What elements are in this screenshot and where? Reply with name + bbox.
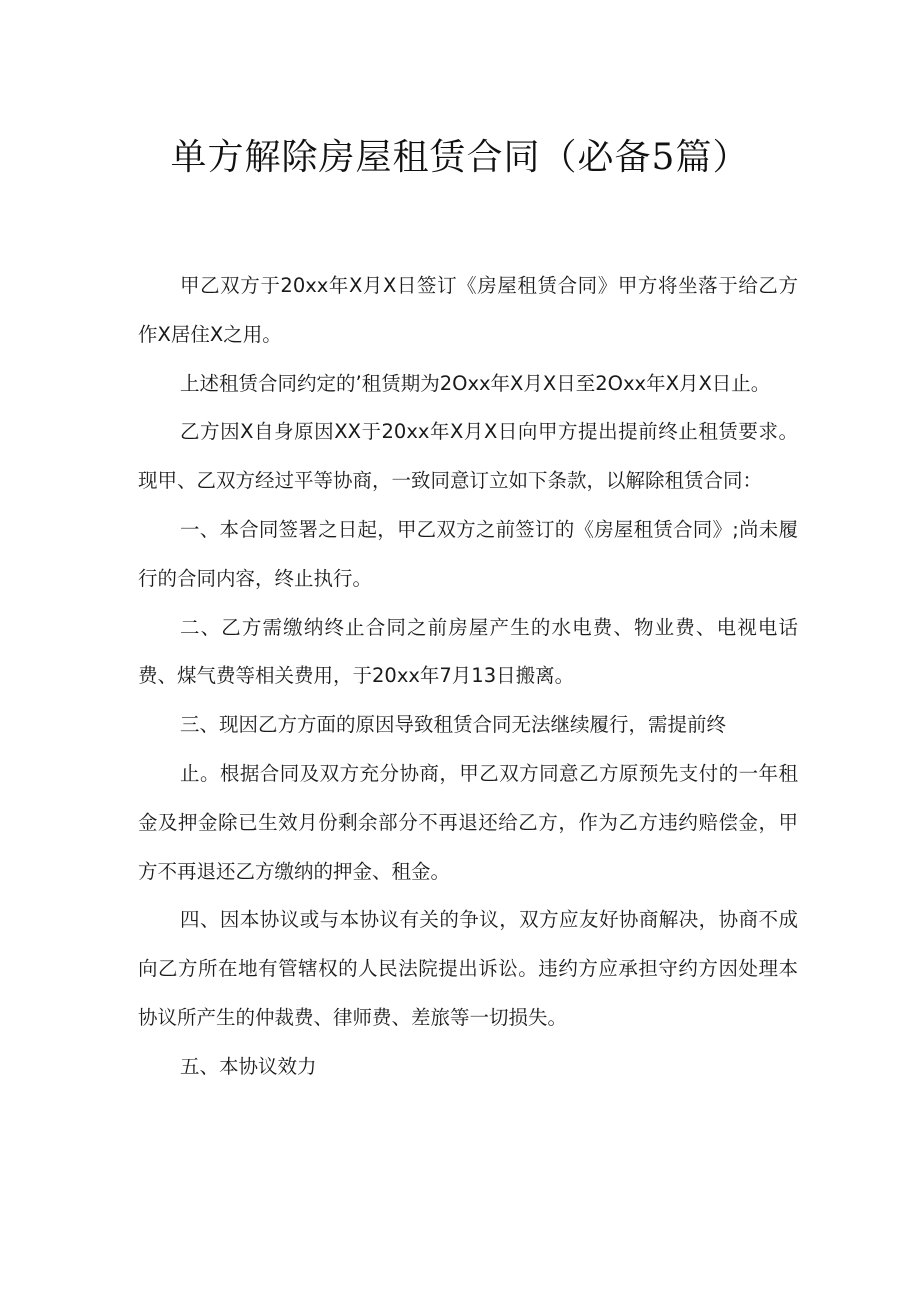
paragraph-lease-term: 上述租赁合同约定的’租赁期为2Oxx年X月X日至2Oxx年X月X日止。 <box>180 371 771 395</box>
paragraph-termination-request: 乙方因X自身原因XX于20xx年X月X日向甲方提出提前终止租赁要求。现甲、乙双方经过平等协商，一致同意订立如下条款，以解除租赁合同： <box>138 420 798 493</box>
clause-3: 三、现因乙方方面的原因导致租赁合同无法继续履行，需提前终 <box>180 713 727 737</box>
clause-2: 二、乙方需缴纳终止合同之前房屋产生的水电费、物业费、电视电话费、煤气费等相关费用，于20xx年7月13日搬离。 <box>138 615 798 688</box>
paragraph-signing: 甲乙双方于20xx年X月X日签订《房屋租赁合同》甲方将坐落于给乙方作X居住X之用。 <box>138 274 798 346</box>
clause-5: 五、本协议效力 <box>180 1054 317 1078</box>
clause-1: 一、本合同签署之日起，甲乙双方之前签订的《房屋租赁合同》;尚未履行的合同内容，终止执行。 <box>138 517 798 590</box>
clause-3-continued: 止。根据合同及双方充分协商，甲乙双方同意乙方原预先支付的一年租金及押金除已生效月份剩余部分不再退还给乙方，作为乙方违约赔偿金，甲方不再退还乙方缴纳的押金、租金。 <box>138 761 798 883</box>
document-title: 单方解除房屋租赁合同（必备5篇） <box>170 137 750 178</box>
document-body <box>138 262 798 1092</box>
clause-4: 四、因本协议或与本协议有关的争议，双方应友好协商解决，协商不成向乙方所在地有管辖权的人民法院提出诉讼。违约方应承担守约方因处理本协议所产生的仲裁费、律师费、差旅等一切损失。 <box>138 908 798 1029</box>
